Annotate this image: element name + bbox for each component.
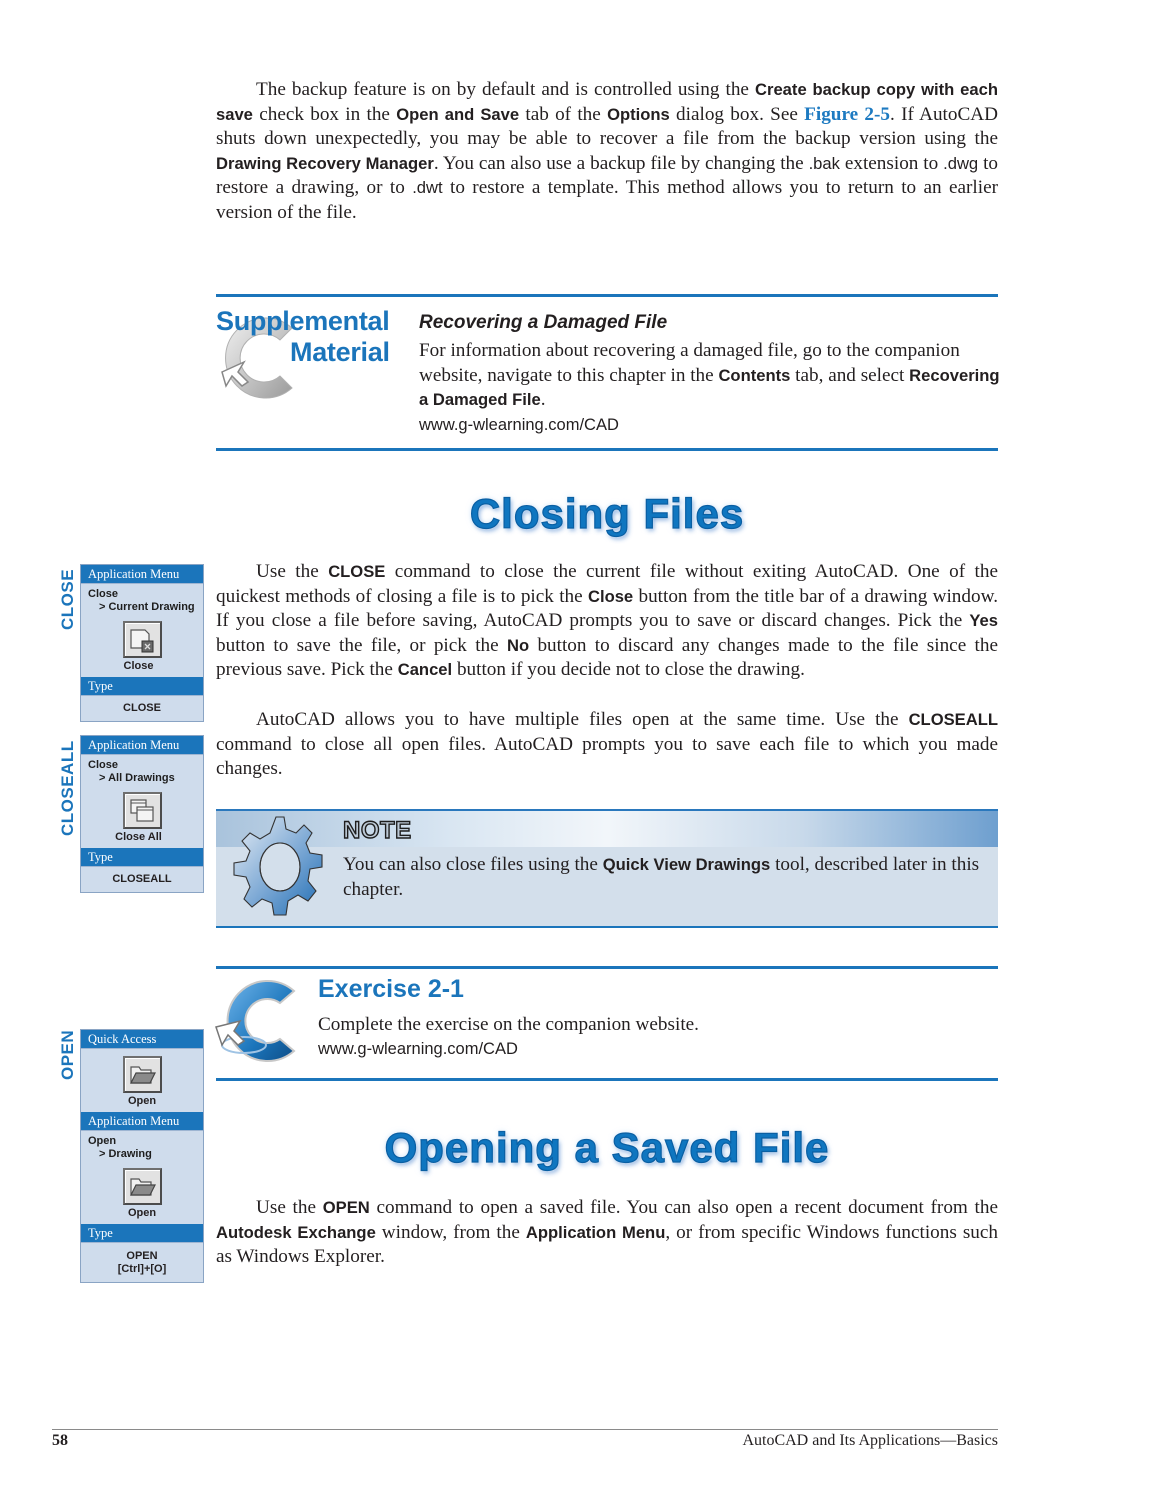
open-command-label: OPEN <box>58 1029 77 1080</box>
icon-caption: Open <box>127 1207 157 1219</box>
page-number: 58 <box>52 1432 68 1449</box>
icon-caption: Open <box>127 1095 157 1107</box>
open-command-panel <box>80 1029 204 1283</box>
intro-paragraph: The backup feature is on by default and is controlled using the Create backup copy with each save check box in the Open and Save tab of the Options dialog box. See Figure 2-5. If AutoCAD shuts down unexpectedly, you may be able to recover a file from the backup version using the Drawing Recovery Manager. You can also use a backup file by changing the .bak extension to .dwg to restore a drawing, or to .dwt to restore a template. This method allows you to return to an earlier version of the file. <box>216 79 999 223</box>
supplemental-url[interactable]: www.g-wlearning.com/CAD <box>419 415 619 434</box>
type-header: Type <box>81 1224 203 1243</box>
menu-path-sub: > Drawing <box>99 1148 152 1160</box>
closeall-command-label: CLOSEALL <box>58 740 77 836</box>
quick-access-header: Quick Access <box>81 1030 203 1049</box>
section-heading-opening-a-saved-file: Opening a Saved File <box>384 1124 830 1171</box>
note-title: NOTE <box>343 817 412 844</box>
menu-path-root: Close <box>88 588 118 600</box>
type-header: Type <box>81 848 203 867</box>
menu-path-sub: > All Drawings <box>99 772 175 784</box>
application-menu-header: Application Menu <box>81 1112 203 1131</box>
icon-caption: Close <box>123 660 154 672</box>
close-command-label: CLOSE <box>58 568 77 630</box>
gear-icon <box>224 811 328 927</box>
menu-path <box>81 584 203 617</box>
open-folder-icon <box>128 1063 156 1087</box>
supplemental-material-logo <box>216 308 410 398</box>
supplemental-top-rule <box>216 294 998 297</box>
type-command-value: OPEN <box>126 1250 158 1262</box>
supplemental-logo-line1: Supplemental <box>216 306 390 336</box>
close-drawing-button[interactable] <box>123 621 162 658</box>
close-all-button[interactable] <box>123 792 162 829</box>
supplemental-title: Recovering a Damaged File <box>419 312 668 333</box>
exercise-title: Exercise 2-1 <box>318 975 464 1003</box>
menu-path <box>81 755 203 788</box>
menu-path-sub: > Current Drawing <box>99 601 195 613</box>
note-box <box>216 809 998 928</box>
application-menu-header: Application Menu <box>81 736 203 755</box>
supplemental-text: For information about recovering a damaged file, go to the companion website, navigate to this chapter in the Contents tab, and select Recovering a Damaged File. <box>419 340 1000 411</box>
supplemental-body <box>419 339 1004 437</box>
type-command: CLOSEALL <box>112 873 172 885</box>
note-body: You can also close files using the Quick View Drawings tool, described later in this chapter. <box>343 854 980 900</box>
book-title: AutoCAD and Its Applications—Basics <box>742 1432 998 1449</box>
menu-path-root: Close <box>88 759 118 771</box>
menu-path <box>81 1131 203 1164</box>
footer-rule <box>52 1429 998 1430</box>
exercise-top-rule <box>216 966 998 969</box>
supplemental-bottom-rule <box>216 448 998 451</box>
close-all-icon <box>128 797 156 825</box>
exercise-url[interactable]: www.g-wlearning.com/CAD <box>318 1040 518 1058</box>
application-menu-header: Application Menu <box>81 565 203 584</box>
exercise-text: Complete the exercise on the companion website. <box>318 1014 699 1035</box>
closeall-command-panel <box>80 735 204 893</box>
supplemental-logo-line2: Material <box>290 337 390 367</box>
section-heading-closing-files: Closing Files <box>469 490 745 537</box>
type-command: CLOSE <box>123 702 161 714</box>
companion-exercise-c-icon <box>214 975 306 1065</box>
closing-paragraph-1: Use the CLOSE command to close the current file without exiting AutoCAD. One of the quickest methods of closing a file is to pick the Close button from the title bar of a drawing window. If you close a file before saving, AutoCAD prompts you to save or discard changes. Pick the Yes button to save the file, or pick the No button to discard any changes made to the file since the previous save. Pick the Cancel button if you decide not to close the drawing. <box>216 561 999 681</box>
close-drawing-icon <box>128 626 156 654</box>
type-header: Type <box>81 677 203 696</box>
icon-caption: Close All <box>115 831 162 843</box>
exercise-body <box>318 1013 699 1061</box>
close-command-panel <box>80 564 204 722</box>
application-menu-open-button[interactable] <box>123 1168 162 1205</box>
quick-access-open-button[interactable] <box>123 1056 162 1093</box>
open-folder-icon <box>128 1175 156 1199</box>
opening-paragraph: Use the OPEN command to open a saved file. You can also open a recent document from the Autodesk Exchange window, from the Application Menu, or from specific Windows functions such as Windows Explorer. <box>216 1197 998 1268</box>
menu-path-root: Open <box>88 1135 117 1147</box>
closing-paragraph-2: AutoCAD allows you to have multiple files open at the same time. Use the CLOSEALL command to close all open files. AutoCAD prompts you to save each file to which you made changes. <box>216 709 998 780</box>
exercise-bottom-rule <box>216 1078 998 1081</box>
type-shortcut: [Ctrl]+[O] <box>117 1263 167 1275</box>
note-header-bar <box>216 809 998 847</box>
figure-reference-link[interactable]: Figure 2-5 <box>804 103 891 125</box>
type-command <box>81 1243 203 1282</box>
